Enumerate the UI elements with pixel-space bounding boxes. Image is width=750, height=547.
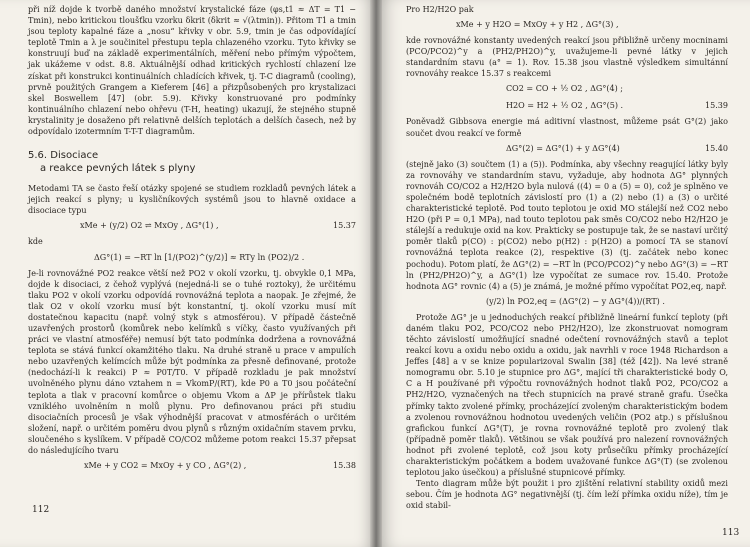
equation-15-38-expression: xMe + y CO2 = MxOy + y CO , ΔG°(2) , <box>84 461 247 471</box>
right-pro-line: Pro H2/H2O pak <box>406 5 474 14</box>
equation-co2-expression: CO2 = CO + ½ O2 , ΔG°(4) ; <box>506 84 624 94</box>
left-page-content <box>28 4 356 476</box>
left-paragraph-3: Je-li rovnovážné PO2 reakce větší než PO2 v okolí vzorku, tj. obvykle 0,1 MPa, dojde k disociaci, z čehož vyplývá (nejedná-li se o tuhé roztoky), že určitému tlaku PO2 v okolí vzorku odpovídá rovnovážná teplota a naopak. Je zřejmé, že tlak O2 v okolí vzorku musí být konstantní, tj. okolí vzorku musí mít dostatečnou kapacitu (např. volný styk s atmosférou). V případě částečně uzavřených prostorů (komůrek nebo kelímků s víčky, často využívaných při práci ve vlastní atmosféře) nemusí být tato podmínka dodržena a rovnovážná teplota se stává funkcí okamžitého tlaku. Na druhé straně u prace v ampulích nebo uzavřených kelímcích může být podmínka za přesně definované, protože (nedochází-li k reakci) P ≈ P0T/T0. V případě rozkladu je pak množství uvolněného plynu dáno vztahem n = VkomP/(RT), kde P0 a T0 jsou počáteční teplota a tlak v pracovní komůrce o objemu Vkom a ΔP je přírůstek tlaku vzniklého uvolněním n molů plynu. Pro definovanou práci při studiu disociačních procesů je však výhodnější pracovat v atmosférách o určitém složení, např. o určitém poměru dvou plynů s různým oxidačním stavem prvku, sloučeného s kyslíkem. V případě CO/CO2 můžeme potom reakci 15.37 přepsat do následujícího tvaru <box>28 268 356 455</box>
equation-15-38-number: 15.38 <box>332 461 356 471</box>
left-paragraph-1: při níž dojde k tvorbě daného množství krystalické fáze (φs,t1 ≈ ΔT = T1 − Tmin), nebo kritickou tloušťku vzorku δkrit (δkrit ≈ √(λtmin)). Přitom T1 a tmin jsou teploty kapalné fáze a „nosu“ křivky v obr. 5.9, tmin je čas odpovídající teplotě Tmin a λ je součinitel přestupu tepla chlazeného vzorku. Tyto křivky se konstruují buď na základě experimentálních, měření nebo přímým výpočtem, jak ukážeme v odst. 8.8. Aktuálnější odhad kritických rychlostí chlazení lze získat při konstrukci kontinuálních chladících křivek, tj. T-C diagramů (cooling), prvně použitých Grangem a Kieferem [46] a přizpůsobených pro krystalizaci skel Boswellem [47] (obr. 5.9). Křivky konstruované pro podmínky kontinuálního chlazení nebo ohřevu (T-H, heating) ukazují, že stejného stupně krystalinity je dosaženo při relativně delších teplotách a delších časech, než by odpovídalo izotermním T-T-T diagramům. <box>28 5 356 137</box>
right-paragraph-4: Protože ΔG° je u jednoduchých reakcí přibližně lineární funkcí teploty (při daném tlaku PO2, PCO/CO2 nebo PH2/H2O), lze zkonstruovat nomogram těchto závislostí umožňující snadné odečtení rovnovážných stavů a teplot reakcí kovu a oxidu nebo oxidu a oxidu, jak navrhli v roce 1948 Richardson a Jeffes [48] a v se knize popularizoval Swalin [38] (též [42]). Na levé straně nomogramu obr. 5.10 je stupnice pro ΔG°, mající tři charakteristické body O, C a H používané při výpočtu rovnovážných hodnot tlaků PO2, PCO/CO2 a PH2/H2O, vyznačených na třech stupnicích na pravé straně grafu. Úsečka přímky takto zvolené přímky, procházející zvoleným charakteristickým bodem a zvolenou rovnovážnou hodnotou uvedených veličin (PO2 atp.) s příslušnou grafickou funkcí ΔG°(T), je rovna rovnovážné teplotě pro zvolený tlak (případně poměr tlaků). Většinou se však používá pro nalezení rovnovážných hodnot při zvolené teplotě, což jsou koty průsečíku přímky procházející charakteristickým počátkem a bodem uvažované funkce ΔG°(T) (se zvolenou teplotou jako úsečkou) a příslušné stupnicové přímky. <box>406 312 728 478</box>
equation-15-38 <box>28 459 356 473</box>
equation-po2-eq-expression: (y/2) ln PO2,eq = (ΔG°(2) − y ΔG°(4))/(RT) . <box>486 296 665 306</box>
equation-15-37-number: 15.37 <box>332 221 356 231</box>
equation-15-37 <box>28 219 356 233</box>
equation-dg1 <box>28 251 356 265</box>
equation-15-39-expression: H2O = H2 + ½ O2 , ΔG°(5) . <box>506 101 624 111</box>
right-paragraph-3: (stejně jako (3) součtem (1) a (5)). Podmínka, aby všechny reagující látky byly za rovnováhy ve standardním stavu, vyžaduje, aby hodnota ΔG° plynných rovnováh CO/CO2 a H2/H2O byla nulová ((4) = 0 a (5) = 0), což je splněno ve společném bodě teplotních závislostí pro (1) a (2) nebo (1) a (3) o určité charakteristické teplotě. Pod touto teplotou je oxid MO stálejší než CO2 nebo H2O (při P = 0,1 MPa), nad touto teplotou pak směs CO/CO2 nebo H2/H2O je stálejší a redukuje oxid na kov. Prakticky se postupuje tak, že se nastaví určitý poměr tlaků p(CO) : p(CO2) nebo p(H2) : p(H2O) a pomocí TA se stanoví rovnovážná teplota reakce (2), respektive (3) (tj. začátek nebo konec pochodu). Potom platí, že ΔG°(2) = −RT ln (PCO/PCO2)^y nebo ΔG°(3) = −RT ln (PH2/PH2O)^y, a ΔG°(1) lze vypočítat ze sumace rov. 15.40. Protože hodnota ΔG° rovnic (4) a (5) je známá, je možné přímo vypočítat PO2,eq, např. <box>406 159 728 291</box>
equation-15-39-number: 15.39 <box>704 101 728 111</box>
equation-15-37-expression: xMe + (y/2) O2 ⇌ MxOy , ΔG°(1) , <box>80 221 219 231</box>
section-number: 5.6. <box>28 150 48 162</box>
left-page-number: 112 <box>32 505 50 515</box>
book-gutter <box>370 0 382 547</box>
section-heading <box>28 149 356 175</box>
right-paragraph-2: Poněvadž Gibbsova energie má aditivní vlastnost, můžeme psát G°(2) jako součet dvou reakcí ve formě <box>406 117 728 138</box>
section-title-line2: a reakce pevných látek s plyny <box>40 163 196 175</box>
kde-label: kde <box>28 237 43 247</box>
right-page-number: 113 <box>722 528 740 538</box>
equation-po2-eq <box>406 295 728 309</box>
right-page-content <box>406 4 728 511</box>
equation-dg1-expression: ΔG°(1) = −RT ln [1/(PO2)^(y/2)] ≈ RTy ln (PO2)/2 . <box>94 252 305 262</box>
equation-15-40-expression: ΔG°(2) = ΔG°(1) + y ΔG°(4) <box>506 143 620 153</box>
right-paragraph-1: kde rovnovážné konstanty uvedených reakcí jsou přibližně určeny mocninami (PCO/PCO2)^y a (PH2/PH2O)^y, uvažujeme-li pevné látky v jejich standardním stavu (a° = 1). Rov. 15.38 jsou vlastně výsledkem simultánní rovnováhy reakce 15.37 s reakcemi <box>406 36 728 79</box>
right-page <box>376 0 750 547</box>
right-paragraph-5: Tento diagram může být použit i pro zjištění relativní stability oxidů mezi sebou. Čím je hodnota ΔG° negativnější (tj. čím leží přímka oxidu níže), tím je oxid stabil- <box>406 479 728 511</box>
equation-h2o-expression: xMe + y H2O = MxOy + y H2 , ΔG°(3) , <box>456 20 619 30</box>
equation-h2o <box>406 18 728 32</box>
equation-co2-dissociation <box>406 82 728 96</box>
equation-15-40-number: 15.40 <box>704 143 728 153</box>
equation-15-40 <box>406 142 728 156</box>
left-paragraph-2: Metodami TA se často řeší otázky spojené se studiem rozkladů pevných látek a jejich reakcí s plyny; u kysličníkových systémů jsou to hlavně oxidace a disociace typu <box>28 184 356 216</box>
section-title-line1: Disociace <box>50 150 99 162</box>
equation-15-39 <box>406 99 728 113</box>
